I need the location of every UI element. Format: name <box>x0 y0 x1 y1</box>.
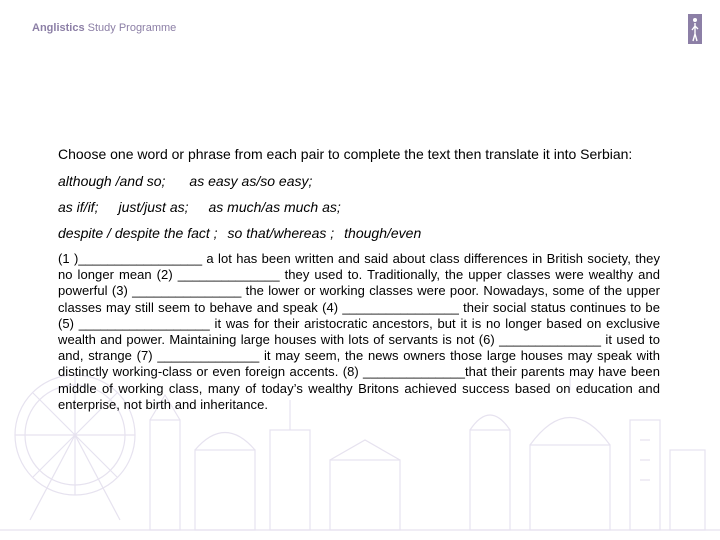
exercise <box>58 146 660 413</box>
word-pair: so that/whereas ; <box>227 225 335 241</box>
instruction-text: Choose one word or phrase from each pair to complete the text then translate it into Serbian: <box>58 146 633 162</box>
gap-fill-passage: (1 )_________________ a lot has been written and said about class differences in British society, they no longer mean (2) ______________ they used to. Traditionally, the upper classes were wealthy and powerful (3) _______________ the lower or working classes were poor. Nowadays, some of the upper classes may still seem to behave and speak (4) ________________ their social status continues to be (5) __________________ it was for their aristocratic ancestors, but it is no longer based on exclusive wealth and power. Maintaining large houses with lots of servants is not (6) ______________ it used to and, strange (7) ______________ it may seem, the news owners those large houses may speak with distinctly working-class or even foreign accents. (8) ______________that their parents may have been middle of working class, many of today’s wealthy Britons achieved success based on education and enterprise, not birth and inheritance. <box>58 251 660 412</box>
programme-name: Study Programme <box>87 22 177 34</box>
word-pair: despite / despite the fact ; <box>58 225 218 241</box>
word-pair: as much/as much as; <box>208 199 341 215</box>
word-pair: just/just as; <box>118 199 189 215</box>
page-header <box>32 22 176 34</box>
word-pairs-row <box>58 173 660 190</box>
word-pair: as if/if; <box>58 199 99 215</box>
word-pair: as easy as/so easy; <box>189 173 313 189</box>
brand-name: Anglistics <box>32 22 85 34</box>
figure-logo-icon <box>688 14 702 44</box>
word-pair: although /and so; <box>58 173 166 189</box>
word-pairs-row <box>58 225 660 242</box>
word-pair: though/even <box>344 225 422 241</box>
word-pairs-row <box>58 199 660 216</box>
